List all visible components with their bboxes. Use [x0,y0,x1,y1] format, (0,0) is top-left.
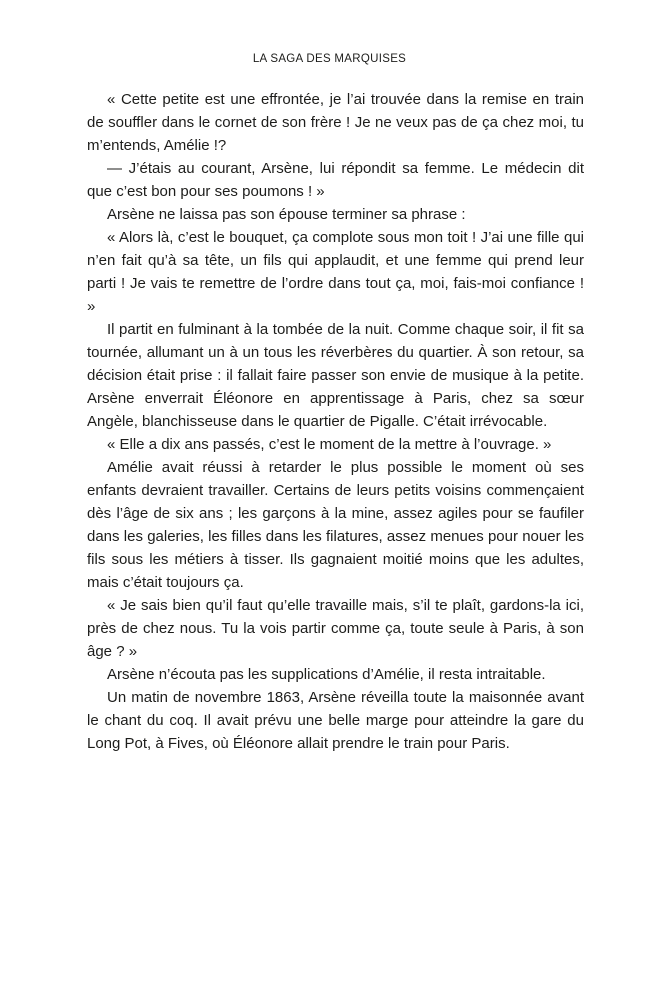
paragraph: « Alors là, c’est le bouquet, ça complote sous mon toit ! J’ai une fille qui n’en fait qu’à sa tête, un fils qui applaudit, et une femme qui prend leur parti ! Je vais te remettre de l’ordre dans tout ça, moi, fais-moi confiance ! » [87,229,584,315]
running-header: LA SAGA DES MARQUISES [252,53,407,65]
paragraph: — J’étais au courant, Arsène, lui répondit sa femme. Le médecin dit que c’est bon pour ses poumons ! » [87,160,584,200]
body-text [87,88,584,755]
paragraph: « Elle a dix ans passés, c’est le moment de la mettre à l’ouvrage. » [107,436,552,453]
paragraph: Arsène ne laissa pas son épouse terminer sa phrase : [107,206,466,223]
paragraph: « Cette petite est une effrontée, je l’ai trouvée dans la remise en train de souffler dans le cornet de son frère ! Je ne veux pas de ça chez moi, tu m’entends, Amélie !? [87,91,584,154]
paragraph: « Je sais bien qu’il faut qu’elle travaille mais, s’il te plaît, gardons-la ici, près de chez nous. Tu la vois partir comme ça, toute seule à Paris, à son âge ? » [87,597,584,660]
paragraph: Il partit en fulminant à la tombée de la nuit. Comme chaque soir, il fit sa tournée, allumant un à un tous les réverbères du quartier. À son retour, sa décision était prise : il fallait faire passer son envie de musique à la petite. Arsène enverrait Éléonore en apprentissage à Paris, chez sa sœur Angèle, blanchisseuse dans le quartier de Pigalle. C’était irrévocable. [87,321,584,430]
paragraph: Un matin de novembre 1863, Arsène réveilla toute la maisonnée avant le chant du coq. Il avait prévu une belle marge pour atteindre la gare du Long Pot, à Fives, où Éléonore allait prendre le train pour Paris. [87,689,584,752]
paragraph: Amélie avait réussi à retarder le plus possible le moment où ses enfants devraient travailler. Certains de leurs petits voisins commençaient dès l’âge de six ans ; les garçons à la mine, assez agiles pour se faufiler dans les galeries, les filles dans les filatures, assez menues pour nouer les fils sous les métiers à tisser. Ils gagnaient moitié moins que les adultes, mais c’était toujours ça. [87,459,584,591]
paragraph: Arsène n’écouta pas les supplications d’Amélie, il resta intraitable. [107,666,546,683]
